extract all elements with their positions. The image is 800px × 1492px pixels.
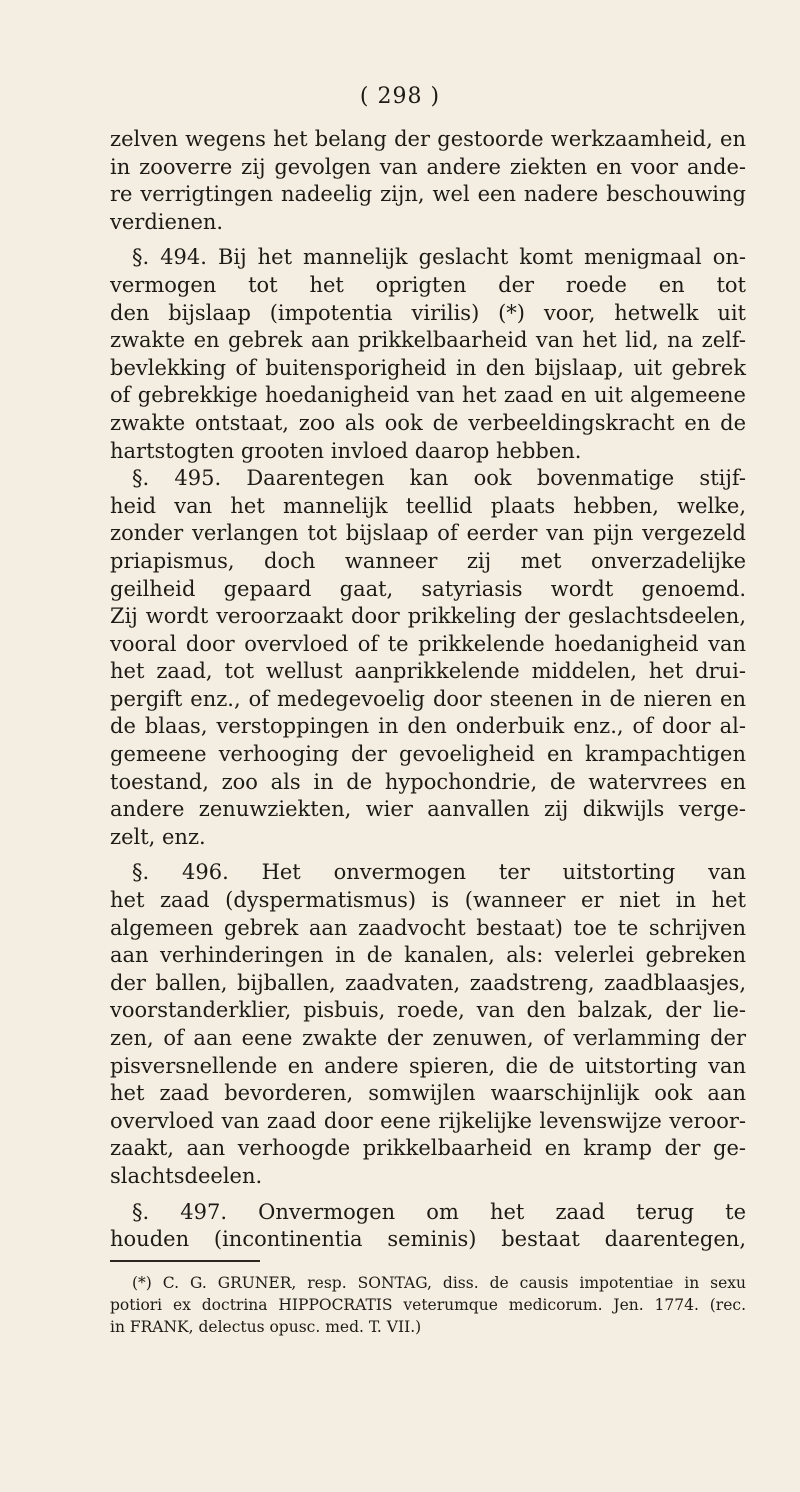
text-line: of gebrekkige hoedanigheid van het zaad en uit algemeene [110, 383, 746, 408]
text-line: gemeene verhooging der gevoeligheid en krampachtigen [110, 742, 746, 767]
text-line: der ballen, bijballen, zaadvaten, zaadstreng, zaadblaasjes, [110, 970, 746, 995]
text-line: aan verhinderingen in de kanalen, als: velerlei gebreken [110, 943, 746, 968]
footnote [110, 1272, 746, 1338]
text-line: het zaad bevorderen, somwijlen waarschijnlijk ook aan [110, 1081, 746, 1106]
text-line: verdienen. [110, 209, 224, 234]
text-line: zonder verlangen tot bijslaap of eerder van pijn vergezeld [110, 521, 746, 546]
footnote-line: potiori ex doctrina HIPPOCRATIS veterumque medicorum. Jen. 1774. (rec. [110, 1296, 746, 1314]
text-line: pergift enz., of medegevoelig door steenen in de nieren en [110, 686, 746, 711]
text-line: houden (incontinentia seminis) bestaat daarentegen, [110, 1227, 746, 1252]
text-line: de blaas, verstoppingen in den onderbuik enz., of door al- [110, 714, 746, 739]
text-line: het zaad, tot wellust aanprikkelende middelen, het drui- [110, 659, 746, 684]
text-line: zaakt, aan verhoogde prikkelbaarheid en kramp der ge- [110, 1136, 746, 1161]
page-number: ( 298 ) [359, 84, 441, 109]
text-line: re verrigtingen nadeelig zijn, wel een nadere beschouwing [110, 182, 746, 207]
text-line: voorstanderklier, pisbuis, roede, van den balzak, der lie- [110, 998, 746, 1023]
paragraph-497-start: §. 497. Onvermogen om het zaad terug te [132, 1199, 746, 1224]
text-line: zen, of aan eene zwakte der zenuwen, of verlamming der [110, 1026, 746, 1050]
footnote-line: in FRANK, delectus opusc. med. T. VII.) [110, 1318, 422, 1336]
text-line: den bijslaap (impotentia virilis) (*) voor, hetwelk uit [110, 300, 746, 325]
text-line: vooral door overvloed of te prikkelende hoedanigheid van [110, 631, 746, 656]
text-line: geilheid gepaard gaat, satyriasis wordt genoemd. [110, 576, 746, 601]
footnote-rule [110, 1260, 260, 1262]
text-line: hartstogten grooten invloed daarop hebben. [110, 438, 582, 463]
body-text [110, 126, 746, 1254]
paragraph-494-start: §. 494. Bij het mannelijk geslacht komt menigmaal on- [132, 245, 746, 270]
text-line: toestand, zoo als in de hypochondrie, de watervrees en [110, 769, 746, 794]
text-line: Zij wordt veroorzaakt door prikkeling der geslachtsdeelen, [110, 604, 746, 629]
text-line: het zaad (dyspermatismus) is (wanneer er niet in het [110, 888, 746, 913]
text-line: slachtsdeelen. [110, 1163, 263, 1188]
text-line: zelt, enz. [110, 824, 206, 849]
text-line: in zooverre zij gevolgen van andere ziekten en voor ande- [110, 154, 746, 179]
text-line: algemeen gebrek aan zaadvocht bestaat) toe te schrijven [110, 915, 746, 940]
text-line: priapismus, doch wanneer zij met onverzadelijke [110, 548, 746, 573]
text-line: overvloed van zaad door eene rijkelijke levenswijze veroor- [110, 1108, 746, 1133]
text-line: bevlekking of buitensporigheid in den bijslaap, uit gebrek [110, 355, 746, 380]
paragraph-495-start: §. 495. Daarentegen kan ook bovenmatige stijf- [132, 466, 746, 491]
text-line: vermogen tot het oprigten der roede en tot [110, 272, 746, 297]
text-line: heid van het mannelijk teellid plaats hebben, welke, [110, 493, 746, 518]
paragraph-496-start: §. 496. Het onvermogen ter uitstorting van [132, 860, 746, 885]
text-line: zwakte ontstaat, zoo als ook de verbeeldingskracht en de [110, 410, 746, 435]
text-line: zelven wegens het belang der gestoorde werkzaamheid, en [110, 127, 746, 151]
text-line: pisversnellende en andere spieren, die de uitstorting van [110, 1053, 746, 1078]
footnote-line: (*) C. G. GRUNER, resp. SONTAG, diss. de causis impotentiae in sexu [132, 1274, 746, 1292]
text-line: andere zenuwziekten, wier aanvallen zij dikwijls verge- [110, 797, 746, 822]
text-line: zwakte en gebrek aan prikkelbaarheid van het lid, na zelf- [110, 328, 746, 353]
